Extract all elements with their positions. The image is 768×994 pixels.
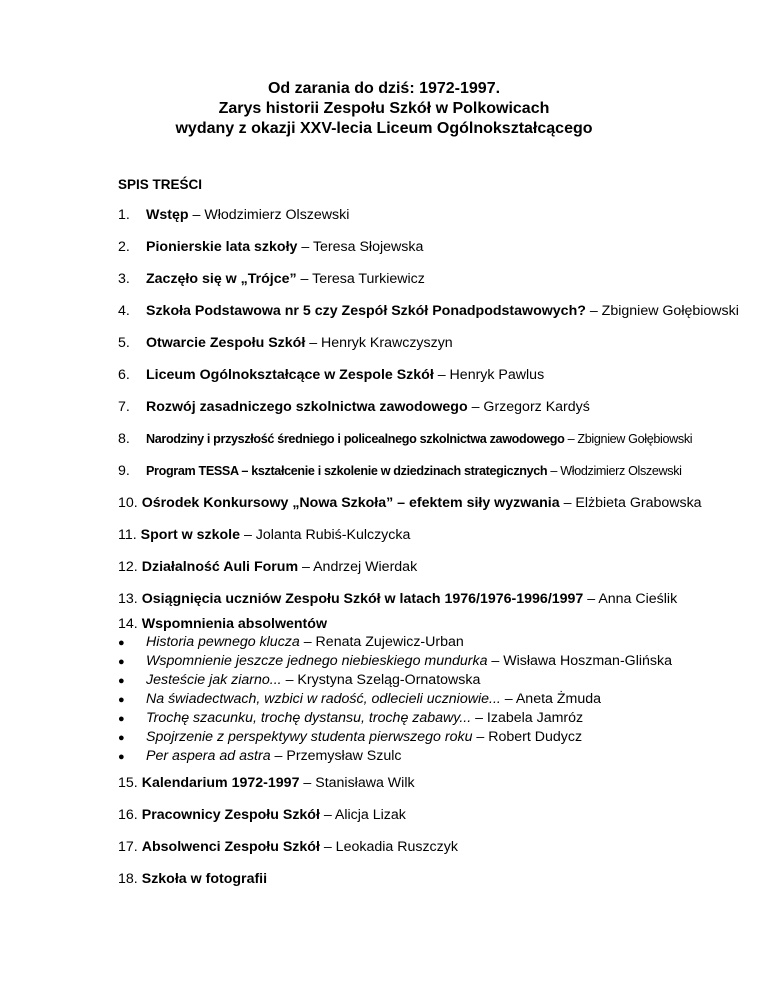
- list-item: [118, 633, 672, 652]
- entry-number: 4.: [118, 303, 130, 319]
- memory-title: Historia pewnego klucza: [146, 634, 300, 650]
- entry-title: Kalendarium 1972-1997: [141, 775, 300, 791]
- entry-author: – Zbigniew Gołębiowski: [585, 303, 739, 319]
- entry-title: Działalność Auli Forum: [141, 559, 299, 575]
- entry-author: – Anna Cieślik: [583, 591, 678, 607]
- entry-number: 1.: [118, 207, 130, 223]
- memory-author: – Izabela Jamróz: [471, 710, 584, 726]
- entry-number: 9.: [118, 463, 130, 479]
- toc-entry-5: [118, 334, 453, 352]
- bullet-icon: ●: [118, 713, 125, 725]
- entry-title: Wstęp: [146, 207, 189, 223]
- toc-entry-11: [118, 526, 410, 544]
- entry-title: Szkoła Podstawowa nr 5 czy Zespół Szkół Ponadpodstawowych?: [146, 303, 586, 319]
- memory-author: – Krystyna Szeląg-Ornatowska: [281, 672, 481, 688]
- memory-author: – Wisława Hoszman-Glińska: [487, 653, 672, 669]
- memory-title: Per aspera ad astra: [146, 748, 271, 764]
- memory-author: – Aneta Żmuda: [500, 691, 602, 707]
- bullet-icon: ●: [118, 637, 125, 649]
- memory-author: – Robert Dudycz: [472, 729, 583, 745]
- entry-title: Wspomnienia absolwentów: [141, 616, 327, 632]
- toc-entry-6: [118, 366, 544, 384]
- document-title: [0, 79, 768, 139]
- entry-number: 10.: [118, 495, 138, 511]
- entry-title: Narodziny i przyszłość średniego i policealnego szkolnictwa zawodowego: [146, 432, 565, 446]
- toc-entry-12: [118, 558, 417, 576]
- entry-number: 7.: [118, 399, 130, 415]
- entry-title: Pionierskie lata szkoły: [146, 239, 298, 255]
- title-line-3: wydany z okazji XXV-lecia Liceum Ogólnokształcącego: [175, 120, 593, 137]
- entry-title: Otwarcie Zespołu Szkół: [146, 335, 306, 351]
- entry-title: Pracownicy Zespołu Szkół: [141, 807, 320, 823]
- toc-entry-17: [118, 838, 458, 856]
- entry-title: Absolwenci Zespołu Szkół: [141, 839, 320, 855]
- toc-entry-14: [118, 615, 327, 633]
- entry-author: – Teresa Turkiewicz: [296, 271, 425, 287]
- list-item: [118, 747, 672, 766]
- list-item: [118, 652, 672, 671]
- memory-title: Trochę szacunku, trochę dystansu, trochę zabawy...: [146, 710, 472, 726]
- toc-entry-2: [118, 238, 423, 256]
- toc-entry-3: [118, 270, 425, 288]
- memory-author: – Renata Zujewicz-Urban: [299, 634, 464, 650]
- toc-entry-16: [118, 806, 406, 824]
- entry-number: 3.: [118, 271, 130, 287]
- entry-title: Osiągnięcia uczniów Zespołu Szkół w latach 1976/1976-1996/1997: [141, 591, 584, 607]
- entry-author: – Andrzej Wierdak: [298, 559, 418, 575]
- memory-author: – Przemysław Szulc: [270, 748, 402, 764]
- entry-author: – Włodzimierz Olszewski: [547, 464, 682, 478]
- list-item: [118, 671, 672, 690]
- memories-list: [118, 633, 672, 766]
- entry-author: – Leokadia Ruszczyk: [319, 839, 458, 855]
- toc-entry-1: [118, 206, 349, 224]
- entry-title: Sport w szkole: [140, 527, 241, 543]
- memory-title: Spojrzenie z perspektywy studenta pierwszego roku: [146, 729, 473, 745]
- entry-author: – Jolanta Rubiś-Kulczycka: [240, 527, 411, 543]
- entry-author: – Grzegorz Kardyś: [467, 399, 590, 415]
- toc-heading: SPIS TREŚCI: [118, 177, 203, 192]
- entry-author: – Henryk Pawlus: [433, 367, 545, 383]
- toc-entry-18: [118, 870, 267, 888]
- entry-number: 2.: [118, 239, 130, 255]
- entry-number: 6.: [118, 367, 130, 383]
- entry-author: – Alicja Lizak: [319, 807, 406, 823]
- entry-title: Zaczęło się w „Trójce”: [146, 271, 297, 287]
- entry-author: – Włodzimierz Olszewski: [188, 207, 350, 223]
- toc-entry-9: [118, 462, 682, 480]
- entry-number: 11.: [118, 527, 137, 543]
- entry-number: 12.: [118, 559, 138, 575]
- title-line-1: Od zarania do dziś: 1972-1997.: [267, 80, 501, 97]
- entry-author: – Teresa Słojewska: [297, 239, 424, 255]
- entry-number: 5.: [118, 335, 130, 351]
- entry-number: 17.: [118, 839, 138, 855]
- entry-number: 16.: [118, 807, 138, 823]
- list-item: [118, 728, 672, 747]
- entry-title: Program TESSA – kształcenie i szkolenie w dziedzinach strategicznych: [146, 464, 548, 478]
- entry-number: 18.: [118, 871, 138, 887]
- toc-entry-13: [118, 590, 677, 608]
- bullet-icon: ●: [118, 751, 125, 763]
- memory-title: Jesteście jak ziarno...: [146, 672, 282, 688]
- bullet-icon: ●: [118, 694, 125, 706]
- entry-title: Ośrodek Konkursowy „Nowa Szkoła” – efektem siły wyzwania: [141, 495, 560, 511]
- entry-number: 15.: [118, 775, 138, 791]
- entry-number: 14.: [118, 616, 138, 632]
- entry-author: – Zbigniew Gołębiowski: [564, 432, 693, 446]
- entry-number: 13.: [118, 591, 138, 607]
- list-item: [118, 690, 672, 709]
- entry-number: 8.: [118, 431, 130, 447]
- bullet-icon: ●: [118, 656, 125, 668]
- toc-entry-7: [118, 398, 590, 416]
- title-line-2: Zarys historii Zespołu Szkół w Polkowicach: [218, 100, 550, 117]
- entry-author: – Elżbieta Grabowska: [559, 495, 702, 511]
- memory-title: Wspomnienie jeszcze jednego niebieskiego mundurka: [146, 653, 488, 669]
- entry-author: – Henryk Krawczyszyn: [305, 335, 453, 351]
- entry-author: – Stanisława Wilk: [299, 775, 415, 791]
- bullet-icon: ●: [118, 675, 125, 687]
- memory-title: Na świadectwach, wzbici w radość, odlecieli uczniowie...: [146, 691, 501, 707]
- toc-entry-8: [118, 430, 692, 448]
- toc-entry-4: [118, 302, 739, 320]
- entry-title: Szkoła w fotografii: [141, 871, 268, 887]
- toc-entry-10: [118, 494, 702, 512]
- toc-entry-15: [118, 774, 415, 792]
- bullet-icon: ●: [118, 732, 125, 744]
- entry-title: Rozwój zasadniczego szkolnictwa zawodowego: [146, 399, 468, 415]
- list-item: [118, 709, 672, 728]
- entry-title: Liceum Ogólnokształcące w Zespole Szkół: [146, 367, 434, 383]
